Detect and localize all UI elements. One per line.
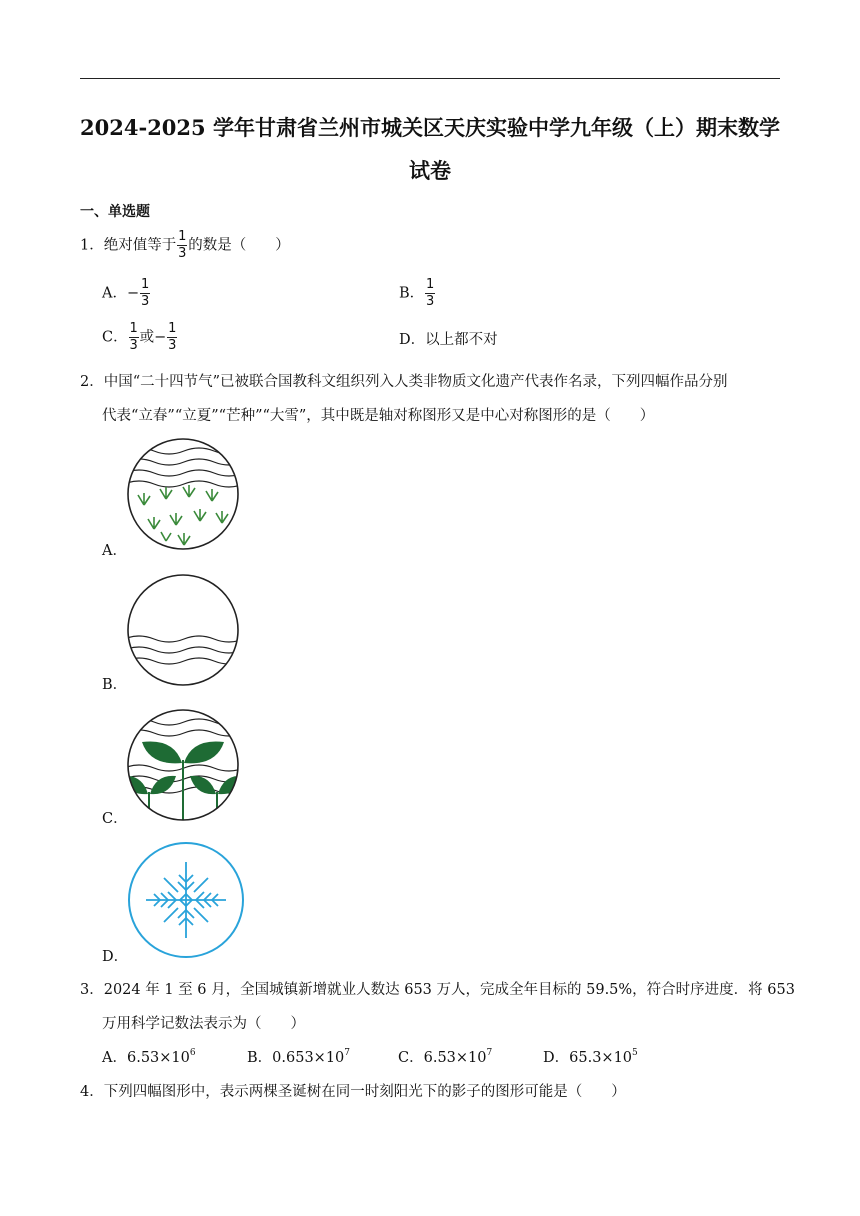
q3-option-a[interactable]: A．$6.53\times 10^6$ [102,1048,196,1066]
figure-d-snowflake[interactable] [124,842,248,960]
fraction: $\frac{1}{3}$ [141,277,150,309]
header-rule [80,78,780,79]
fraction-one-third: $\frac{1}{3}$ [178,229,187,261]
q1-option-d[interactable]: D．以上都不对 [399,332,498,348]
q1-prefix: 1．绝对值等于 [80,237,177,254]
figure-c-label: C． [102,811,128,827]
fraction: $\frac{1}{3}$ [168,321,177,353]
question-2-line-2: 代表“立春”“立夏”“芒种”“大雪”，其中既是轴对称图形又是中心对称图形的是（ ） [102,408,655,424]
q1-option-c[interactable]: C． $\frac{1}{3}$ 或− $\frac{1}{3}$ [102,321,177,353]
q1-suffix: 的数是（ ） [188,237,290,254]
question-3-line-1: 3．2024 年 1 至 6 月，全国城镇新增就业人数达 653 万人，完成全年目标的 59.5%，符合时序进度．将 653 [80,982,795,998]
q3-option-c[interactable]: C．$6.53\times 10^7$ [398,1048,493,1066]
q3-option-d[interactable]: D．$65.3\times 10^5$ [543,1048,638,1066]
q3-option-b[interactable]: B．$0.653\times 10^7$ [247,1048,351,1066]
q1-option-b[interactable]: B． $\frac{1}{3}$ [399,277,435,309]
section-heading: 一、单选题 [80,204,150,220]
page-title-continued: 试卷 [409,158,451,183]
question-1 [80,230,290,261]
question-3-line-2: 万用科学记数法表示为（ ） [102,1016,305,1032]
figure-c-leaves[interactable] [124,708,242,824]
q1-option-a[interactable]: A．− $\frac{1}{3}$ [102,277,150,309]
question-2-line-1: 2．中国“二十四节气”已被联合国教科文组织列入人类非物质文化遗产代表作名录，下列四幅作品分别 [80,374,728,390]
question-4-line-1: 4．下列四幅图形中，表示两棵圣诞树在同一时刻阳光下的影子的图形可能是（ ） [80,1084,626,1100]
figure-b-label: B． [102,677,128,693]
fraction: $\frac{1}{3}$ [129,321,138,353]
figure-a-label: A． [102,543,127,559]
fraction: $\frac{1}{3}$ [426,277,435,309]
figure-b-waves[interactable] [124,573,242,689]
figure-d-label: D． [102,949,129,965]
figure-a-spring-sprouts[interactable] [124,437,242,553]
page-title: 2024-2025 学年甘肃省兰州市城关区天庆实验中学九年级（上）期末数学 [80,115,780,140]
